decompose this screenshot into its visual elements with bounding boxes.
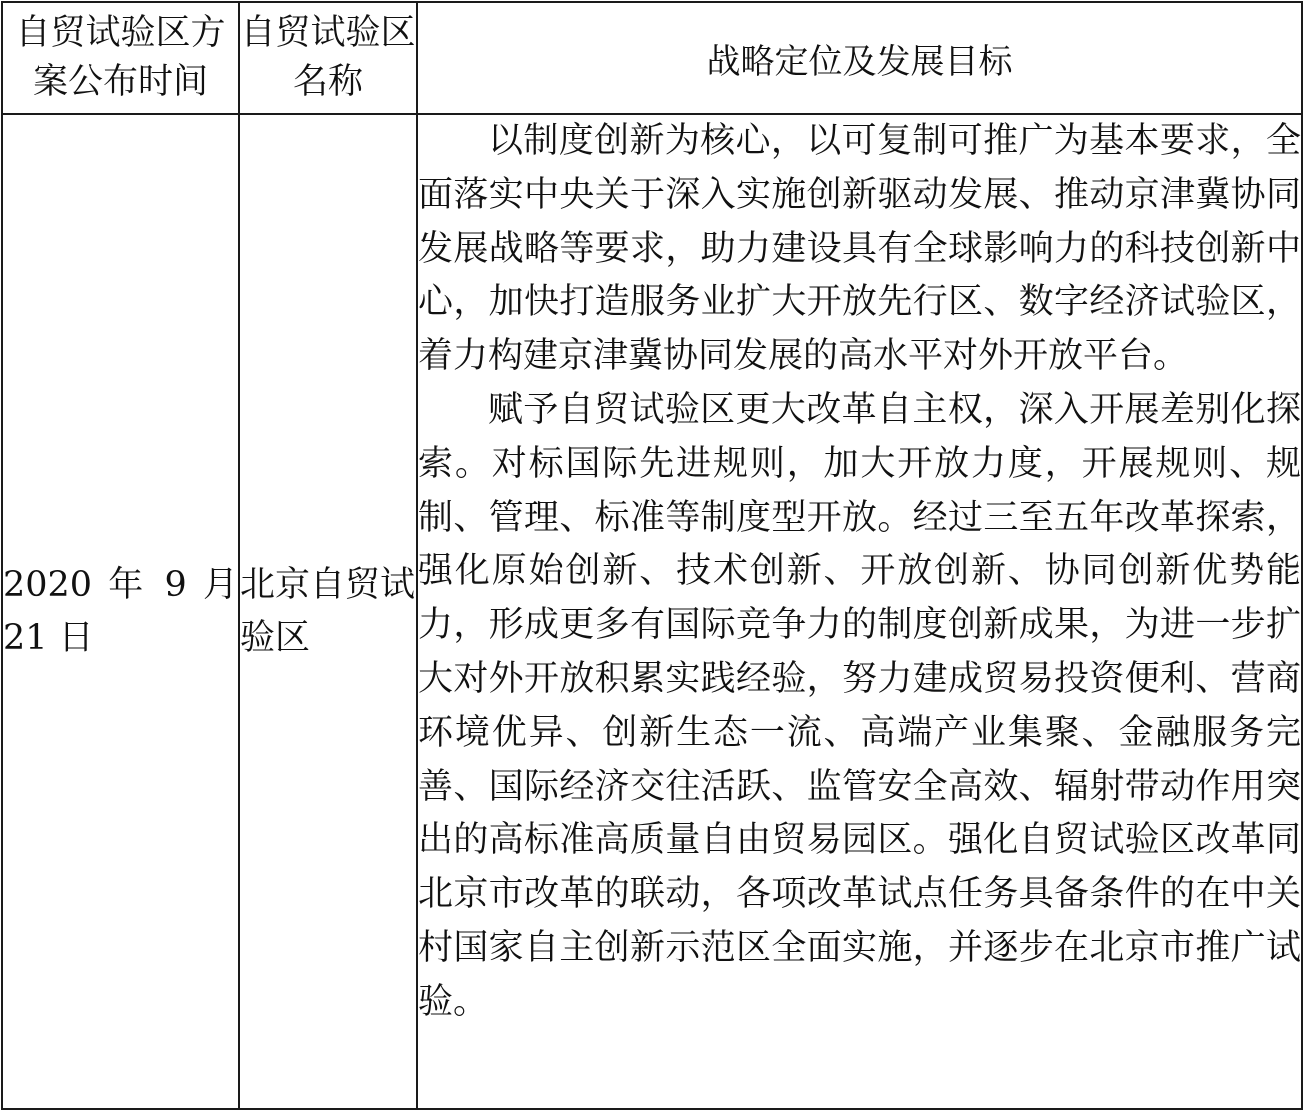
header-row — [2, 2, 1302, 114]
cell-publish-time — [2, 114, 239, 1109]
table-row — [2, 114, 1302, 1109]
header-strategic-positioning: 战略定位及发展目标 — [417, 2, 1302, 114]
header-zone-name: 自贸试验区名称 — [239, 2, 417, 114]
positioning-paragraph-1: 以制度创新为核心，以可复制可推广为基本要求，全面落实中央关于深入实施创新驱动发展、推动京津冀协同发展战略等要求，助力建设具有全球影响力的科技创新中心，加快打造服务业扩大开放先行区、数字经济试验区，着力构建京津冀协同发展的高水平对外开放平台。 — [418, 121, 1301, 377]
free-trade-zone-table — [1, 1, 1303, 1110]
header-publish-time: 自贸试验区方案公布时间 — [2, 2, 239, 114]
positioning-paragraph-2: 赋予自贸试验区更大改革自主权，深入开展差别化探索。对标国际先进规则，加大开放力度，开展规则、规制、管理、标准等制度型开放。经过三至五年改革探索，强化原始创新、技术创新、开放创新、协同创新优势能力，形成更多有国际竞争力的制度创新成果，为进一步扩大对外开放积累实践经验，努力建成贸易投资便利、营商环境优异、创新生态一流、高端产业集聚、金融服务完善、国际经济交往活跃、监管安全高效、辐射带动作用突出的高标准高质量自由贸易园区。强化自贸试验区改革同北京市改革的联动，各项改革试点任务具备条件的在中关村国家自主创新示范区全面实施，并逐步在北京市推广试验。 — [418, 389, 1301, 1022]
cell-zone-name — [239, 114, 417, 1109]
cell-strategic-positioning — [417, 114, 1302, 1109]
publish-time-text: 2020 年 9 月 21 日 — [3, 564, 238, 658]
zone-name-text: 北京自贸试验区 — [240, 564, 416, 658]
